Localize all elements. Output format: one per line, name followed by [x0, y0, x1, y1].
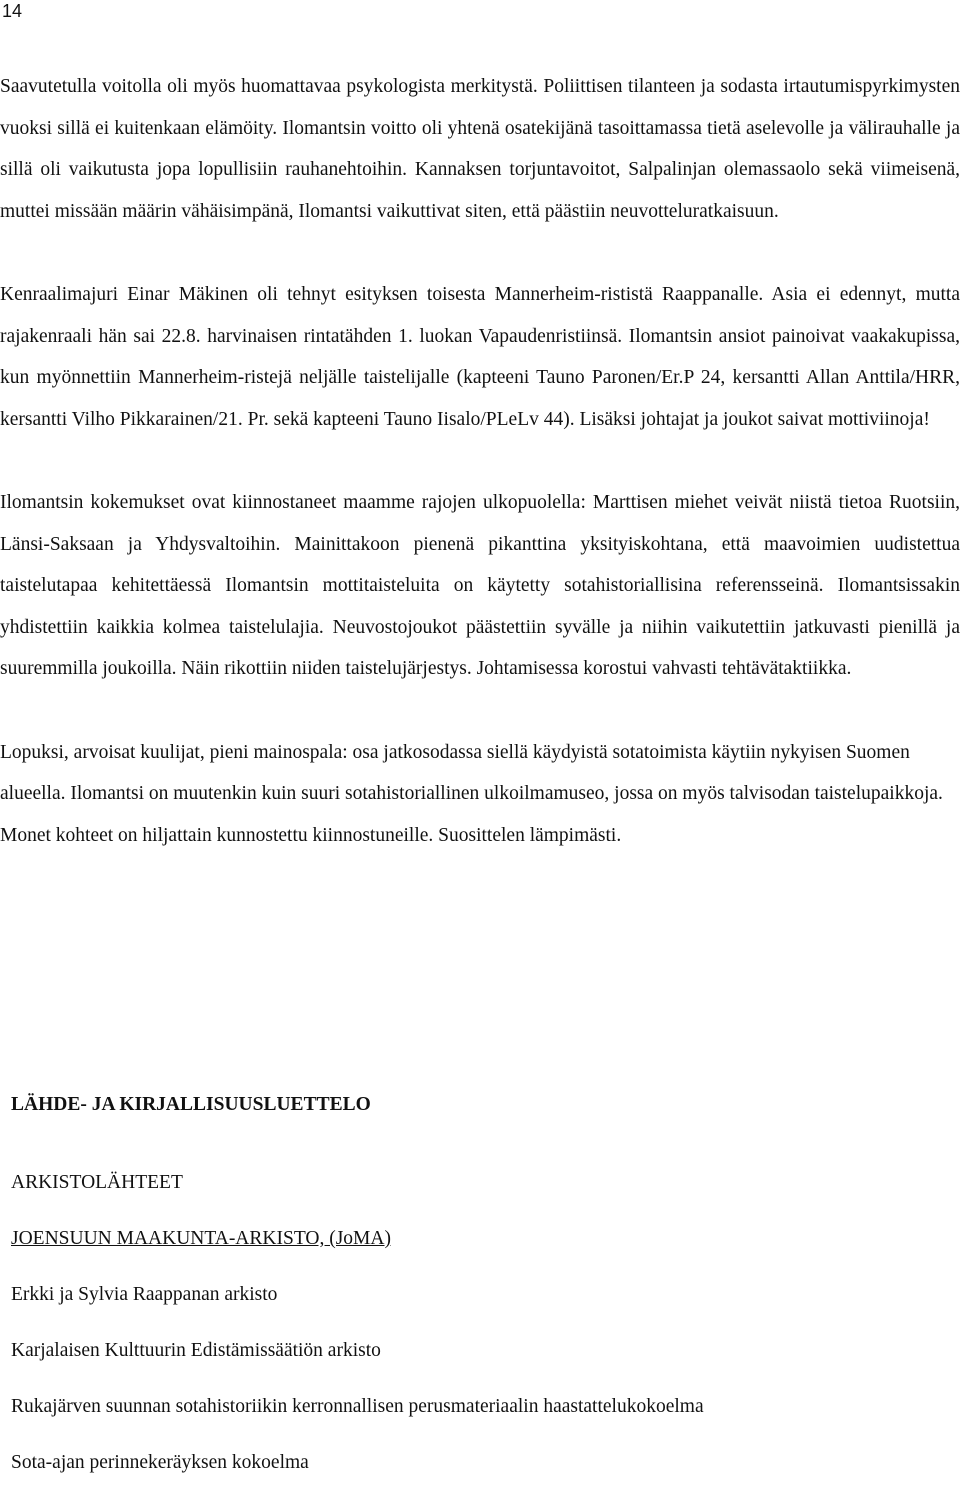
page-number: 14: [2, 1, 23, 21]
paragraph-aftermath: Saavutetulla voitolla oli myös huomattavaa psykologista merkitystä. Poliittisen tilanteen ja sodasta irtautumispyrkimysten vuoksi sillä ei kuitenkaan elämöity. Ilomantsin voitto oli yhtenä osatekijänä tasoittamassa tietä aselevolle ja välirauhalle ja sillä oli vaikutusta jopa lopullisiin rauhanehtoihin. Kannaksen torjuntavoitot, Salpalinjan olemassaolo sekä viimeisenä, muttei missään määrin vähäisimpänä, Ilomantsi vaikuttivat siten, että päästiin neuvotteluratkaisuun.: [0, 76, 960, 222]
bibliography-heading: LÄHDE- JA KIRJALLISUUSLUETTELO: [11, 1094, 371, 1115]
body-text: [0, 66, 960, 898]
archive-item: Erkki ja Sylvia Raappanan arkisto: [11, 1284, 278, 1305]
archive-sources-heading: ARKISTOLÄHTEET: [11, 1172, 183, 1193]
archive-list: [11, 1276, 951, 1482]
archive-name: JOENSUUN MAAKUNTA-ARKISTO, (JoMA): [11, 1228, 391, 1249]
archive-item: Karjalaisen Kulttuurin Edistämissäätiön arkisto: [11, 1340, 381, 1361]
paragraph-decorations: Kenraalimajuri Einar Mäkinen oli tehnyt esityksen toisesta Mannerheim-rististä Raappanalle. Asia ei edennyt, mutta rajakenraali hän sai 22.8. harvinaisen rintatähden 1. luokan Vapaudenristiinsä. Ilomantsin ansiot painoivat vaakakupissa, kun myönnettiin Mannerheim-ristejä neljälle taistelijalle (kapteeni Tauno Paronen/Er.P 24, kersantti Allan Anttila/HRR, kersantti Vilho Pikkarainen/21. Pr. sekä kapteeni Tauno Iisalo/PLeLv 44). Lisäksi johtajat ja joukot saivat mottiviinoja!: [0, 283, 960, 430]
paragraph-lessons: Ilomantsin kokemukset ovat kiinnostaneet maamme rajojen ulkopuolella: Marttisen miehet veivät niistä tietoa Ruotsiin, Länsi-Saksaan ja Yhdysvaltoihin. Mainittakoon pienenä pikanttina yksityiskohtana, että maavoimien uudistettua taistelutapaa kehitettäessä Ilomantsin mottitaisteluita on käytetty sotahistoriallisina referensseinä. Ilomantsissakin yhdistettiin kaikkia kolmea taistelulajia. Neuvostojoukot päästettiin syvälle ja niihin vaikutettiin jatkuvasti pienillä ja suuremmilla joukoilla. Näin rikottiin niiden taistelujärjestys. Johtamisessa korostui vahvasti tehtävätaktiikka.: [0, 491, 960, 680]
archive-item: Sota-ajan perinnekeräyksen kokoelma: [11, 1452, 309, 1473]
bibliography: [11, 1086, 951, 1500]
paragraph-closing: Lopuksi, arvoisat kuulijat, pieni mainospala: osa jatkosodassa siellä käydyistä sotatoimista käytiin nykyisen Suomen alueella. Ilomantsi on muutenkin kuin suuri sotahistoriallinen ulkoilmamuseo, jossa on myös talvisodan taistelupaikkoja. Monet kohteet on hiljattain kunnostettu kiinnostuneille. Suosittelen lämpimästi.: [0, 741, 943, 846]
archive-item: Rukajärven suunnan sotahistoriikin kerronnallisen perusmateriaalin haastattelukokoelma: [11, 1396, 704, 1417]
